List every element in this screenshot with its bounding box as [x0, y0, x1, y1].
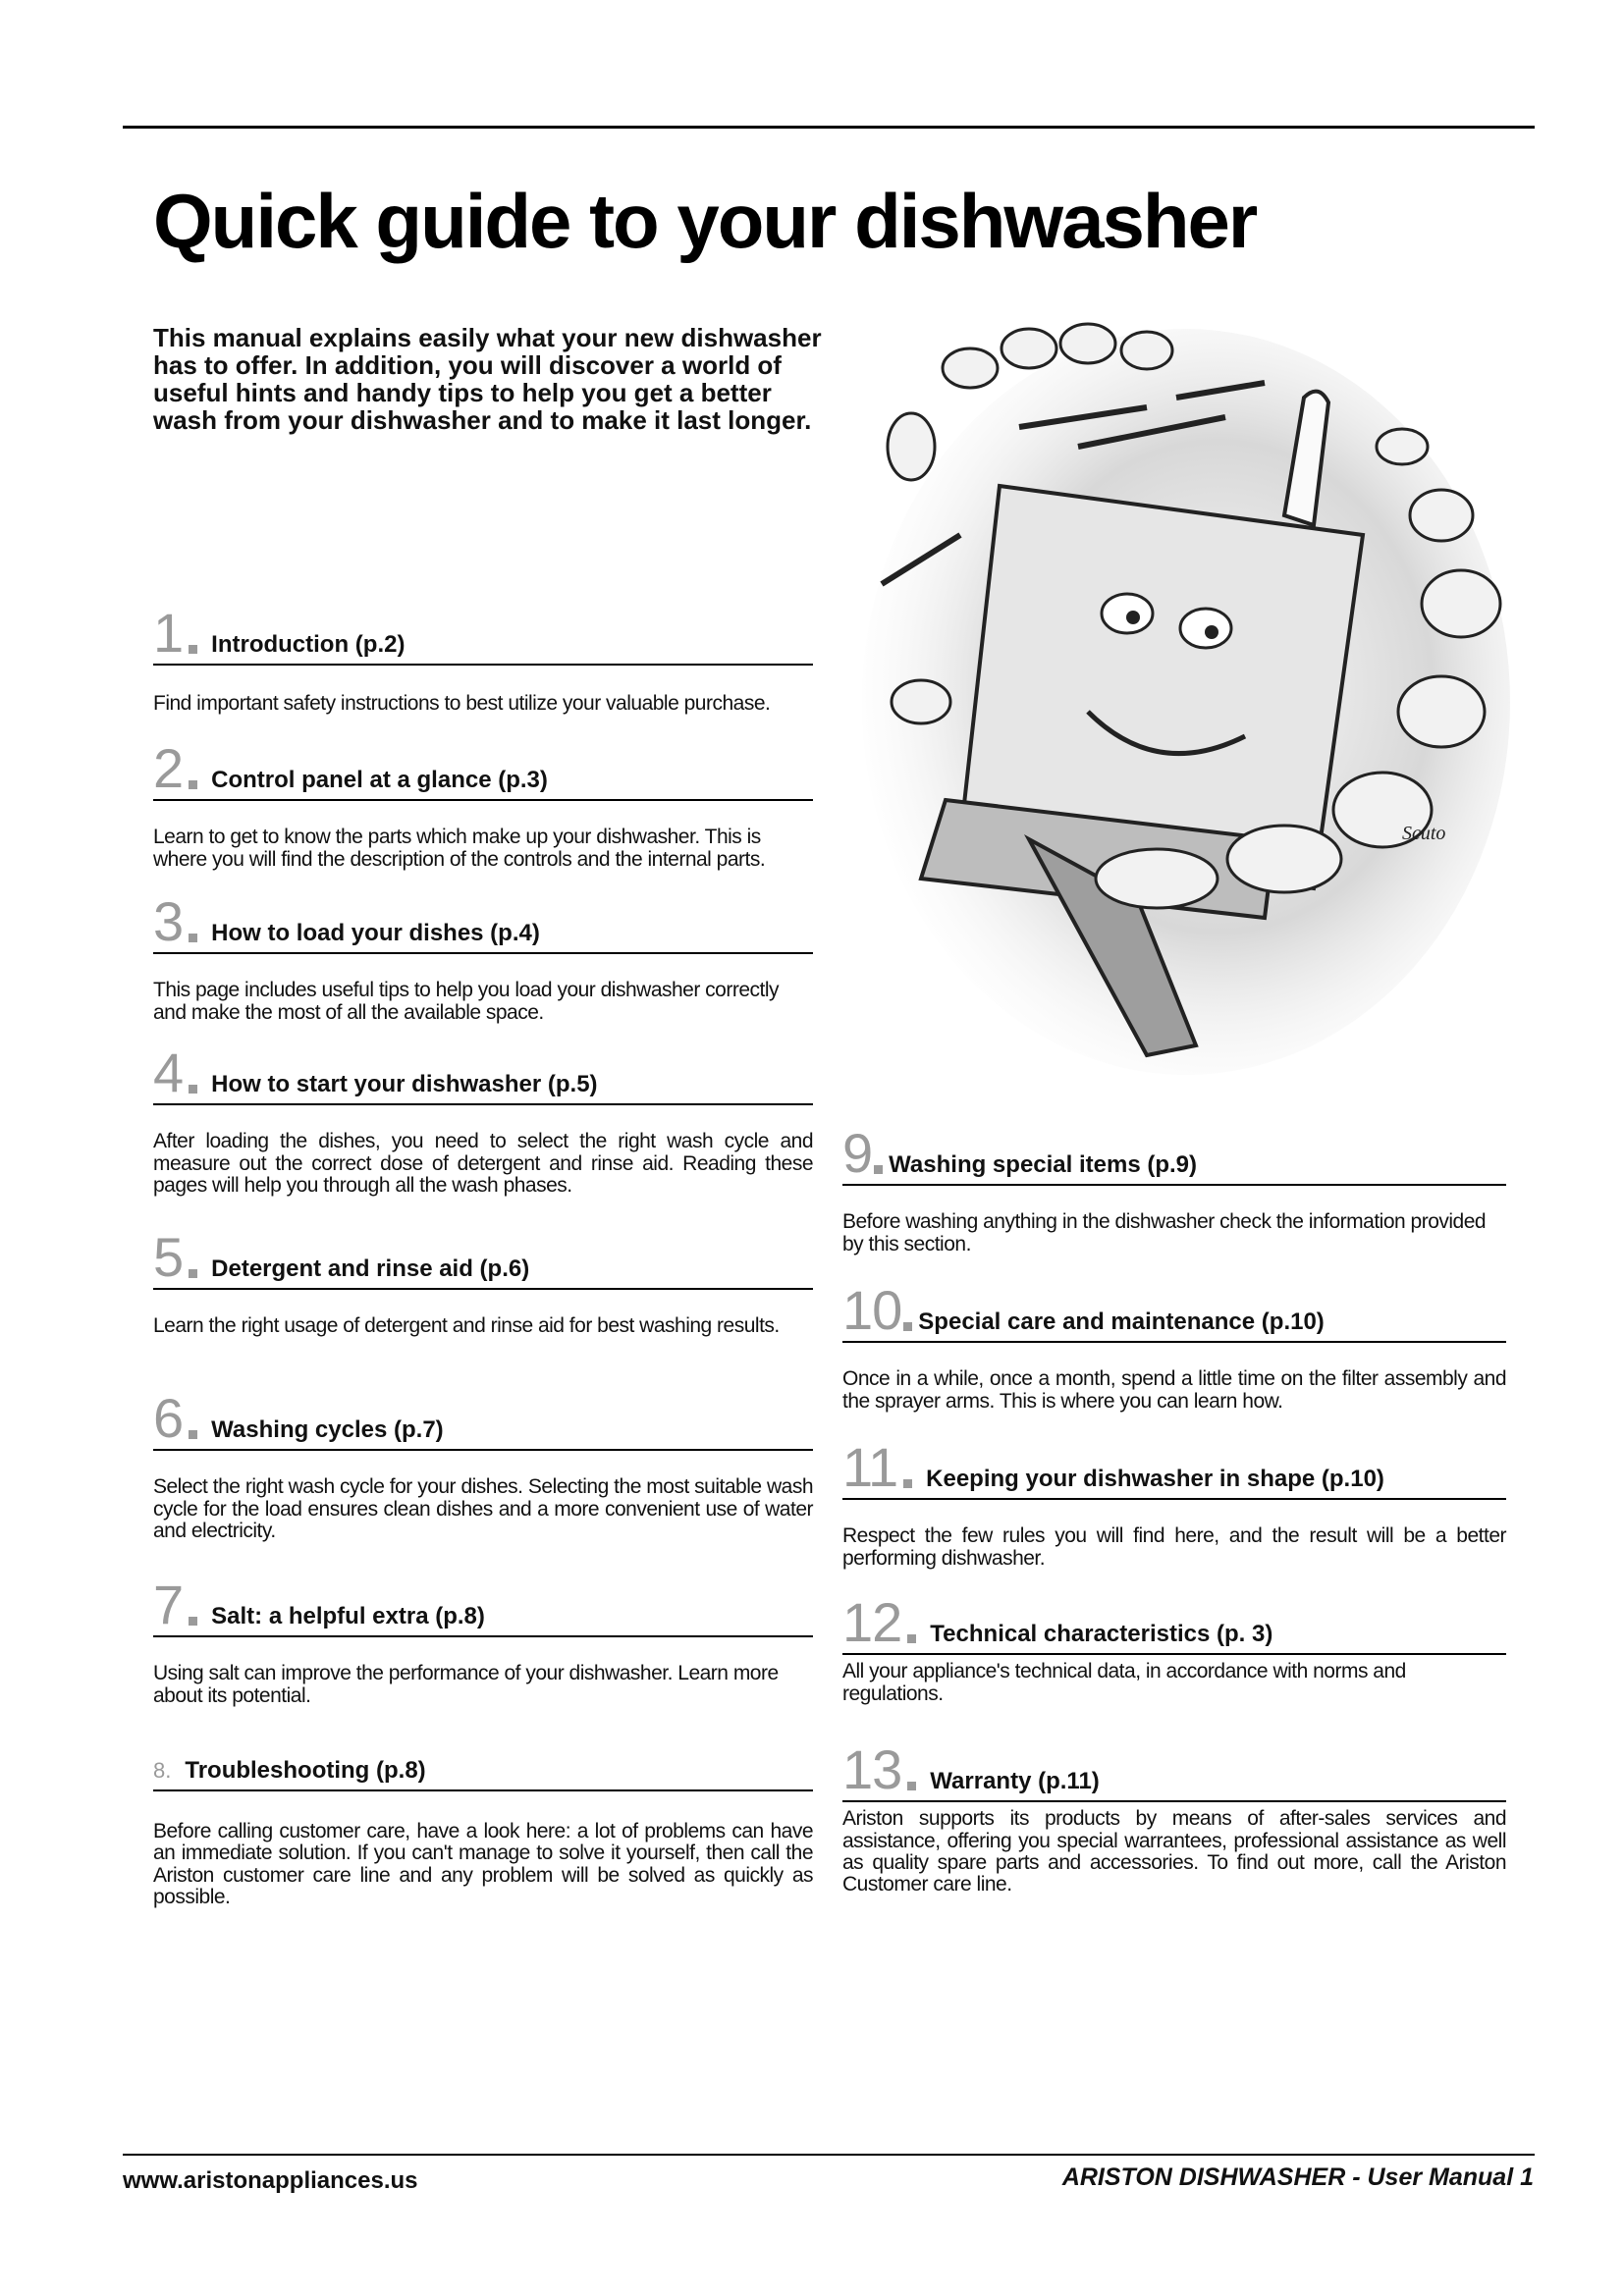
section-text: Before washing anything in the dishwasher check the information provided by this section. — [842, 1210, 1487, 1255]
section-title: Troubleshooting (p.8) — [185, 1757, 426, 1784]
section-number: 9 — [842, 1122, 873, 1184]
section-number: 7 — [153, 1574, 184, 1635]
section-number: 6 — [153, 1387, 184, 1449]
section-title: How to load your dishes (p.4) — [211, 920, 540, 947]
section-bullet — [189, 1617, 197, 1626]
section-header — [842, 1738, 1506, 1802]
section-title: Salt: a helpful extra (p.8) — [211, 1603, 485, 1630]
bottom-rule — [123, 2154, 1535, 2156]
section-bullet — [189, 1085, 197, 1094]
section-header — [153, 602, 813, 666]
section-special-items — [842, 1122, 1506, 1255]
section-number: 8. — [153, 1758, 172, 1783]
section-text: Select the right wash cycle for your dishes. Selecting the most suitable wash cycle for the load ensures clean dishes and a more convenient use of water and electricity. — [153, 1475, 813, 1542]
mascot-eye-left — [1102, 594, 1153, 633]
section-header — [153, 1387, 813, 1451]
section-bullet — [907, 1782, 916, 1790]
section-text: After loading the dishes, you need to select the right wash cycle and measure out the correct dose of detergent and rinse aid. Reading these pages will help you through all the wash phases. — [153, 1130, 813, 1197]
section-text: Before calling customer care, have a look here: a lot of problems can have an immediate solution. If you can't manage to solve it yourself, then call the Ariston customer care line and any problem will be solved as quickly as possible. — [153, 1820, 813, 1908]
section-header — [842, 1436, 1506, 1500]
section-number: 3 — [153, 890, 184, 952]
section-text: Respect the few rules you will find here, and the result will be a better performing dishwasher. — [842, 1524, 1506, 1570]
section-text: Once in a while, once a month, spend a little time on the filter assembly and the sprayer arms. This is where you can learn how. — [842, 1367, 1506, 1413]
section-detergent — [153, 1226, 813, 1338]
section-start-dishwasher — [153, 1041, 813, 1197]
section-bullet — [189, 645, 197, 654]
section-text: All your appliance's technical data, in accordance with norms and regulations. — [842, 1660, 1406, 1705]
section-number: 12 — [842, 1591, 902, 1653]
section-title: Introduction (p.2) — [211, 631, 406, 659]
section-troubleshooting — [153, 1759, 813, 1908]
section-title: Technical characteristics (p. 3) — [930, 1621, 1273, 1648]
section-bullet — [907, 1634, 916, 1643]
section-load-dishes — [153, 890, 813, 1024]
section-title: Detergent and rinse aid (p.6) — [211, 1255, 530, 1283]
section-header — [153, 1226, 813, 1290]
section-title: Washing cycles (p.7) — [211, 1416, 444, 1444]
section-header — [153, 1041, 813, 1105]
section-text: This page includes useful tips to help you load your dishwasher correctly and make the most of all the available space. — [153, 979, 780, 1024]
section-header — [153, 890, 813, 954]
section-bullet — [903, 1479, 912, 1488]
section-header — [153, 1759, 813, 1791]
section-header — [153, 737, 813, 801]
section-salt — [153, 1574, 813, 1707]
section-title: Keeping your dishwasher in shape (p.10) — [926, 1466, 1384, 1493]
section-text: Find important safety instructions to best utilize your valuable purchase. — [153, 692, 771, 716]
section-title: Control panel at a glance (p.3) — [211, 767, 548, 794]
section-introduction — [153, 602, 813, 716]
section-text: Learn to get to know the parts which make up your dishwasher. This is where you will find the description of the controls and the internal parts. — [153, 826, 766, 871]
section-title: Special care and maintenance (p.10) — [918, 1308, 1325, 1336]
intro-paragraph: This manual explains easily what your new dishwasher has to offer. In addition, you will discover a world of useful hints and handy tips to help you get a better wash from your dishwasher and to make it last longer. — [153, 323, 822, 436]
section-header — [153, 1574, 813, 1637]
section-text: Using salt can improve the performance of your dishwasher. Learn more about its potential. — [153, 1662, 779, 1707]
section-text: Ariston supports its products by means of after-sales services and assistance, offering you special warrantees, professional assistance as well as quality spare parts and accessories. To find out more, call the Ariston Customer care line. — [842, 1807, 1506, 1896]
section-bullet — [874, 1165, 883, 1174]
section-header — [842, 1591, 1506, 1655]
section-keeping-shape — [842, 1436, 1506, 1570]
section-bullet — [189, 780, 197, 789]
section-special-care — [842, 1279, 1506, 1413]
section-number: 13 — [842, 1738, 902, 1800]
mascot-eye-right — [1180, 609, 1231, 648]
section-bullet — [189, 934, 197, 942]
section-bullet — [189, 1269, 197, 1278]
section-technical — [842, 1591, 1506, 1705]
section-bullet — [189, 1430, 197, 1439]
section-number: 11 — [842, 1436, 898, 1498]
top-rule — [123, 126, 1535, 129]
footer-website-url: www.aristonappliances.us — [123, 2167, 418, 2194]
section-number: 4 — [153, 1041, 184, 1103]
section-warranty — [842, 1738, 1506, 1896]
footer-manual-title: ARISTON DISHWASHER - User Manual 1 — [1061, 2163, 1534, 2191]
section-header — [842, 1279, 1506, 1343]
section-number: 5 — [153, 1226, 184, 1288]
section-title: Washing special items (p.9) — [889, 1151, 1198, 1179]
dishwasher-mascot-illustration — [852, 290, 1520, 1085]
section-number: 10 — [842, 1279, 902, 1341]
artist-signature: Scuto — [1402, 823, 1446, 844]
section-bullet — [903, 1322, 912, 1331]
section-number: 2 — [153, 737, 184, 799]
section-title: How to start your dishwasher (p.5) — [211, 1071, 598, 1098]
section-text: Learn the right usage of detergent and rinse aid for best washing results. — [153, 1314, 780, 1338]
page-title: Quick guide to your dishwasher — [153, 178, 1257, 264]
section-title: Warranty (p.11) — [930, 1768, 1100, 1795]
section-number: 1 — [153, 602, 184, 664]
section-washing-cycles — [153, 1387, 813, 1542]
section-control-panel — [153, 737, 813, 871]
section-header — [842, 1122, 1506, 1186]
